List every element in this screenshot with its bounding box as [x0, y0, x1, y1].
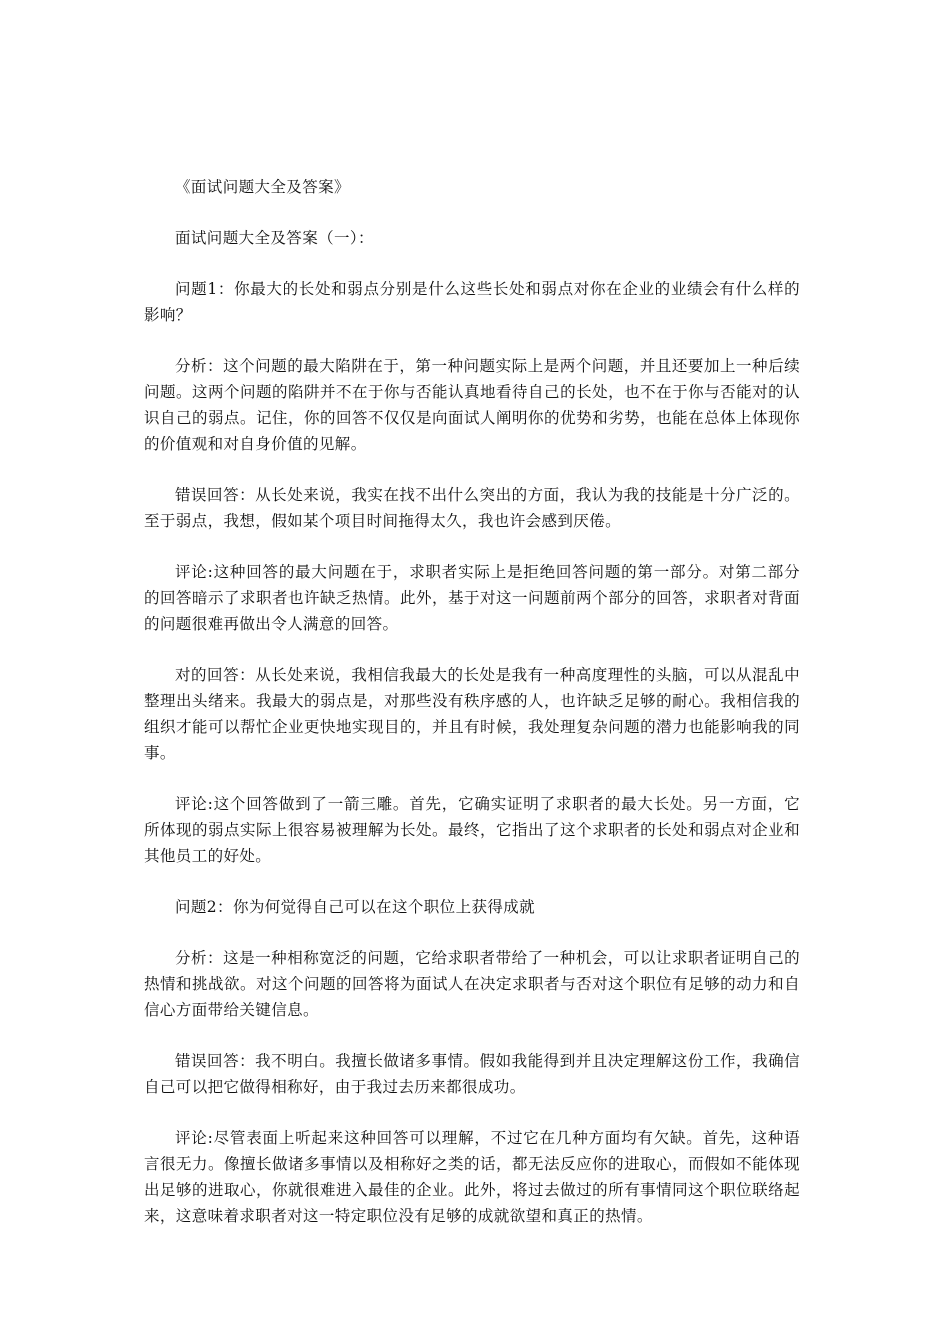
section-heading: 面试问题大全及答案（一）：: [175, 229, 374, 247]
analysis-2: 分析：这是一种相称宽泛的问题，它给求职者带给了一种机会，可以让求职者证明自己的热情和挑战欲。对这个问题的回答将为面试人在决定求职者与否对这个职位有足够的动力和自信心方面带给关键信息。: [144, 949, 800, 1019]
wrong-answer-2: 错误回答：我不明白。我擅长做诸多事情。假如我能得到并且决定理解这份工作，我确信自己可以把它做得相称好，由于我过去历来都很成功。: [144, 1052, 800, 1096]
question-2: 问题2：你为何觉得自己可以在这个职位上获得成就: [175, 898, 536, 916]
document-page: [144, 174, 800, 1254]
comment-1b: 评论:这个回答做到了一箭三雕。首先，它确实证明了求职者的最大长处。另一方面，它所体现的弱点实际上很容易被理解为长处。最终，它指出了这个求职者的长处和弱点对企业和其他员工的好处。: [144, 795, 800, 865]
document-title: 《面试问题大全及答案》: [175, 178, 350, 196]
analysis-1: 分析：这个问题的最大陷阱在于，第一种问题实际上是两个问题，并且还要加上一种后续问题。这两个问题的陷阱并不在于你与否能认真地看待自己的长处，也不在于你与否能对的认识自己的弱点。记住，你的回答不仅仅是向面试人阐明你的优势和劣势，也能在总体上体现你的价值观和对自身价值的见解。: [144, 357, 800, 453]
right-answer-1: 对的回答：从长处来说，我相信我最大的长处是我有一种高度理性的头脑，可以从混乱中整理出头绪来。我最大的弱点是，对那些没有秩序感的人，也许缺乏足够的耐心。我相信我的组织才能可以帮忙企业更快地实现目的，并且有时候，我处理复杂问题的潜力也能影响我的同事。: [144, 666, 800, 762]
comment-1a: 评论:这种回答的最大问题在于，求职者实际上是拒绝回答问题的第一部分。对第二部分的回答暗示了求职者也许缺乏热情。此外，基于对这一问题前两个部分的回答，求职者对背面的问题很难再做出令人满意的回答。: [144, 563, 800, 633]
comment-2: 评论:尽管表面上听起来这种回答可以理解，不过它在几种方面均有欠缺。首先，这种语言很无力。像擅长做诸多事情以及相称好之类的话，都无法反应你的进取心，而假如不能体现出足够的进取心，你就很难进入最佳的企业。此外，将过去做过的所有事情同这个职位联络起来，这意味着求职者对这一特定职位没有足够的成就欲望和真正的热情。: [144, 1129, 800, 1225]
wrong-answer-1: 错误回答：从长处来说，我实在找不出什么突出的方面，我认为我的技能是十分广泛的。至于弱点，我想，假如某个项目时间拖得太久，我也许会感到厌倦。: [144, 486, 800, 530]
question-1: 问题1：你最大的长处和弱点分别是什么这些长处和弱点对你在企业的业绩会有什么样的影响？: [144, 280, 800, 324]
